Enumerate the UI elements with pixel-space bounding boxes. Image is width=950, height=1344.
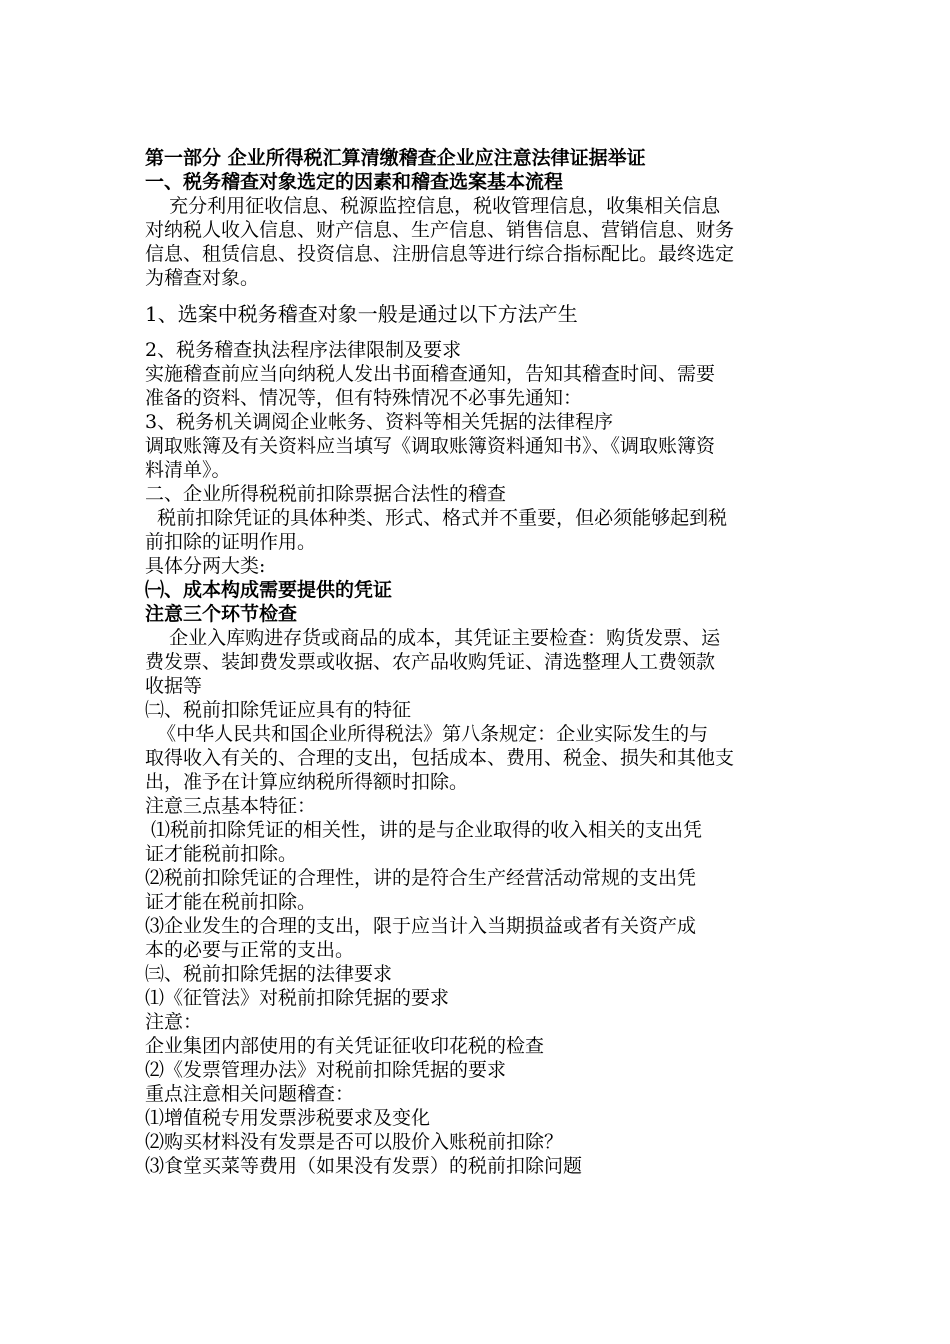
- paragraph-line: ⑴增值税专用发票涉税要求及变化: [145, 1107, 431, 1129]
- paragraph-line: 具体分两大类:: [145, 555, 266, 577]
- paragraph-line: 料清单》。: [145, 459, 231, 481]
- paragraph-line: 出，准予在计算应纳税所得额时扣除。: [145, 771, 469, 793]
- paragraph-line: ⑶食堂买菜等费用（如果没有发票）的税前扣除问题: [145, 1155, 583, 1177]
- paragraph-line: 准备的资料、情况等，但有特殊情况不必事先通知：: [145, 387, 583, 409]
- subheading-1: 1、选案中税务稽查对象一般是通过以下方法产生: [145, 302, 578, 326]
- paragraph-line: ⑵税前扣除凭证的合理性，讲的是符合生产经营活动常规的支出凭: [145, 867, 697, 889]
- paragraph-line: 企业入库购进存货或商品的成本，其凭证主要检查：购货发票、运: [145, 627, 721, 649]
- paragraph-line: 税前扣除凭证的具体种类、形式、格式并不重要，但必须能够起到税: [145, 507, 728, 529]
- paragraph-line: ⑴《征管法》对税前扣除凭据的要求: [145, 987, 450, 1009]
- part-title: 第一部分 企业所得税汇算清缴稽查企业应注意法律证据举证: [145, 147, 646, 169]
- paragraph-line: ⑵《发票管理办法》对税前扣除凭据的要求: [145, 1059, 507, 1081]
- paragraph-line: 证才能在税前扣除。: [145, 891, 317, 913]
- paragraph-line: ⑴税前扣除凭证的相关性，讲的是与企业取得的收入相关的支出凭: [145, 819, 703, 841]
- subheading-5: ㈢、税前扣除凭据的法律要求: [145, 963, 393, 985]
- paragraph-line: 信息、租赁信息、投资信息、注册信息等进行综合指标配比。最终选定: [145, 243, 735, 265]
- paragraph-line: ⑶企业发生的合理的支出，限于应当计入当期损益或者有关资产成: [145, 915, 697, 937]
- paragraph-line: 重点注意相关问题稽查：: [145, 1083, 355, 1105]
- subheading-2: 2、税务稽查执法程序法律限制及要求: [145, 339, 462, 361]
- section-heading-2: 二、企业所得税税前扣除票据合法性的稽查: [145, 483, 507, 505]
- paragraph-line: 《中华人民共和国企业所得税法》第八条规定：企业实际发生的与: [145, 723, 709, 745]
- document-page: [145, 146, 810, 1178]
- paragraph-line: 本的必要与正常的支出。: [145, 939, 355, 961]
- section-heading-1: 一、税务稽查对象选定的因素和稽查选案基本流程: [145, 171, 564, 193]
- paragraph-line: 充分利用征收信息、税源监控信息，税收管理信息，收集相关信息: [145, 195, 721, 217]
- subheading-4: ㈡、税前扣除凭证应具有的特征: [145, 699, 412, 721]
- paragraph-line: 调取账簿及有关资料应当填写《调取账簿资料通知书》、《调取账簿资: [145, 435, 716, 457]
- paragraph-line: 证才能税前扣除。: [145, 843, 298, 865]
- paragraph-line: 注意：: [145, 1011, 203, 1033]
- paragraph-line: ⑵购买材料没有发票是否可以股价入账税前扣除？: [145, 1131, 564, 1153]
- paragraph-line: 前扣除的证明作用。: [145, 531, 317, 553]
- subheading-bold-1: ㈠、成本构成需要提供的凭证: [145, 579, 393, 601]
- subheading-3: 3、税务机关调阅企业帐务、资料等相关凭据的法律程序: [145, 411, 614, 433]
- paragraph-line: 注意三点基本特征：: [145, 795, 317, 817]
- paragraph-line: 取得收入有关的、合理的支出，包括成本、费用、税金、损失和其他支: [145, 747, 735, 769]
- paragraph-line: 实施稽查前应当向纳税人发出书面稽查通知，告知其稽查时间、需要: [145, 363, 716, 385]
- paragraph-line: 收据等: [145, 675, 203, 697]
- paragraph-line: 企业集团内部使用的有关凭证征收印花税的检查: [145, 1035, 545, 1057]
- paragraph-line: 为稽查对象。: [145, 267, 260, 289]
- paragraph-line: 费发票、装卸费发票或收据、农产品收购凭证、清选整理人工费领款: [145, 651, 716, 673]
- subheading-bold-2: 注意三个环节检查: [145, 603, 298, 625]
- paragraph-line: 对纳税人收入信息、财产信息、生产信息、销售信息、营销信息、财务: [145, 219, 735, 241]
